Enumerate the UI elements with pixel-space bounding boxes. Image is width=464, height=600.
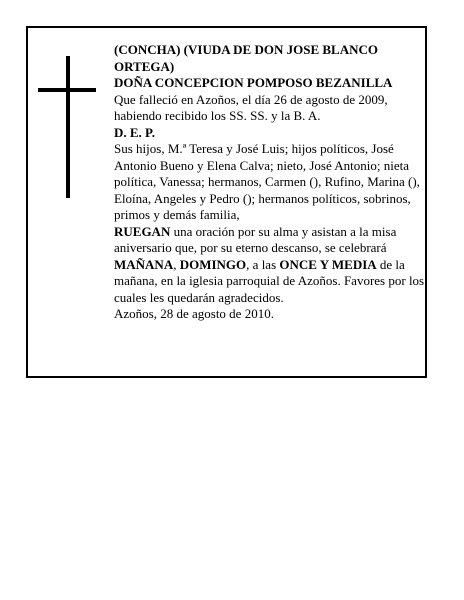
family-text: Sus hijos, M.ª Teresa y José Luis; hijos políticos, José Antonio Bueno y Elena Calva; nieto, José Antonio; nieta política, Vanessa; hermanos, Carmen (), Rufino, Marina (), Eloína, Angeles y Pedro (); hermanos políticos, sobrinos, primos y demás familia, <box>114 141 420 222</box>
prayer-text-2: de la mañana, en la iglesia parroquial de Azoños. Favores por los cuales les quedarán agradecidos. <box>114 256 425 305</box>
place-date: Azoños, 28 de agosto de 2010. <box>114 306 274 321</box>
notice-text <box>114 42 426 323</box>
prayer-paragraph <box>114 224 426 307</box>
ruegan-text: RUEGAN <box>114 223 171 239</box>
dep-text: D. E. P. <box>114 124 156 140</box>
prayer-text-1: una oración por su alma y asistan a la misa aniversario que, por su eterno descanso, se celebrará <box>114 223 397 255</box>
deceased-name: DOÑA CONCEPCION POMPOSO BEZANILLA <box>114 75 393 90</box>
domingo-text: DOMINGO <box>179 256 247 272</box>
obituary-notice <box>26 26 427 378</box>
death-text: Que falleció en Azoños, el día 26 de agosto de 2009, habiendo recibido los SS. SS. y la B. A. <box>114 91 388 123</box>
deceased-alias: (CONCHA) (VIUDA DE DON JOSE BLANCO ORTEGA) <box>114 42 378 74</box>
manana-text: MAÑANA <box>114 256 174 272</box>
cross-icon-bar <box>38 88 96 92</box>
cross-icon <box>66 56 70 198</box>
hour-text: ONCE Y MEDIA <box>279 256 377 272</box>
a-las-text: , a las <box>246 256 280 272</box>
comma-sep: , <box>173 256 180 272</box>
